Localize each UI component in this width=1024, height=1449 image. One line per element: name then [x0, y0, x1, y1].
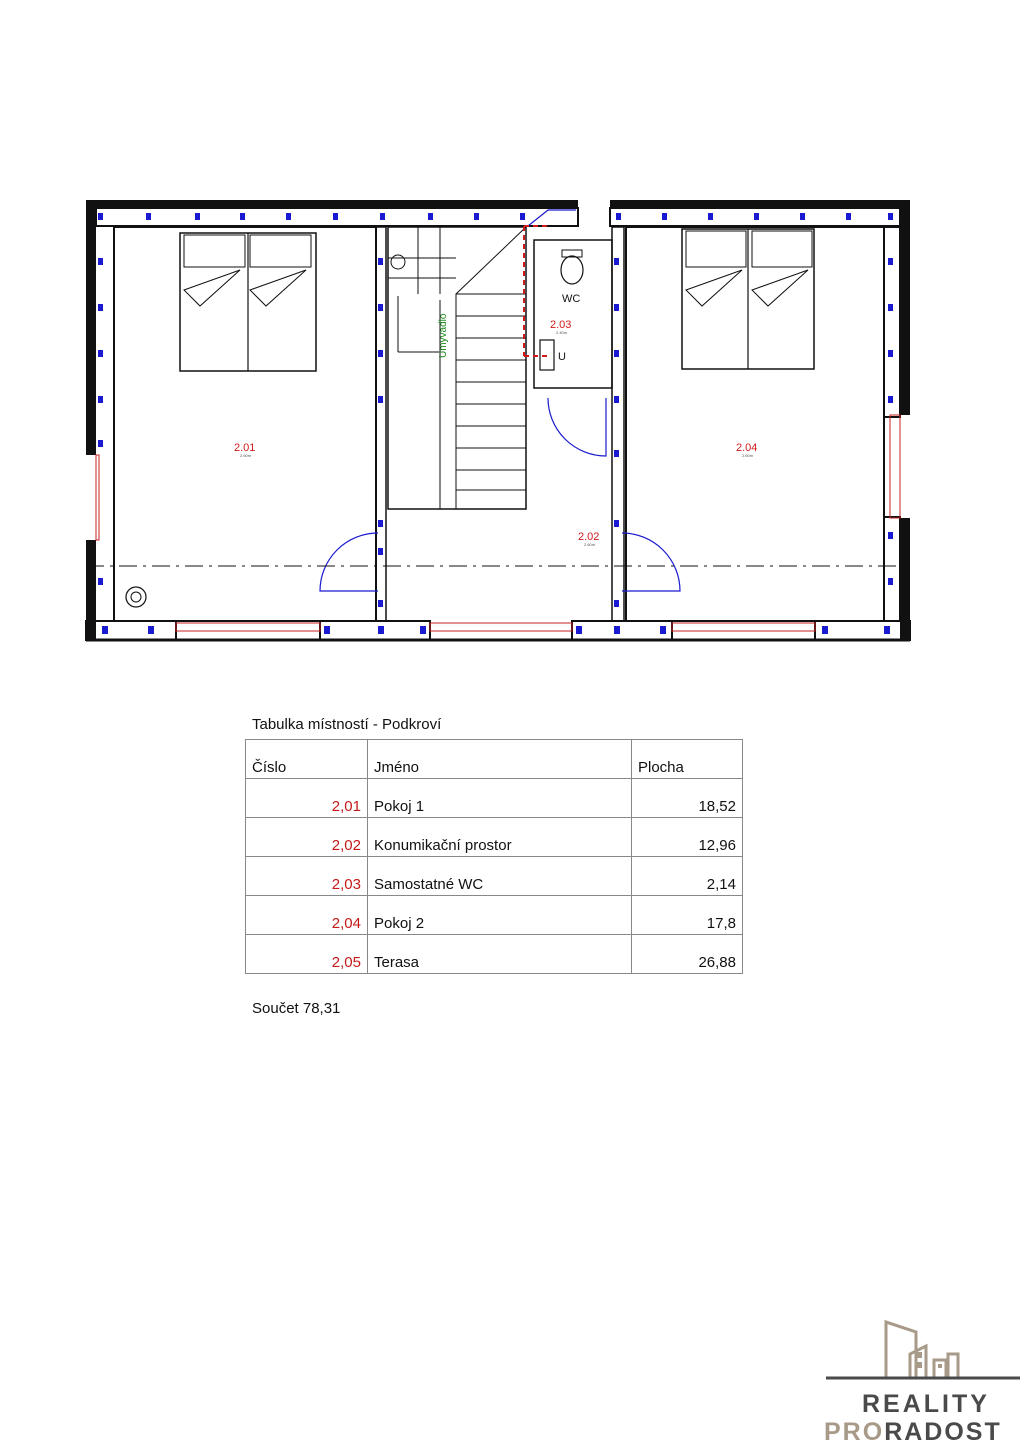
row-area: 12,96	[632, 818, 743, 857]
company-logo	[822, 1318, 1022, 1446]
logo-text-radost: RADOST	[884, 1418, 1002, 1446]
wc-label: WC	[562, 293, 581, 305]
logo-text-pro: PRO	[824, 1418, 885, 1446]
area-sum: Součet 78,31	[252, 1000, 341, 1017]
row-area: 2,14	[632, 857, 743, 896]
building-logo-icon	[822, 1318, 1022, 1388]
row-number: 2,05	[246, 935, 368, 974]
walls	[86, 200, 910, 640]
table-title: Tabulka místností - Podkroví	[252, 716, 442, 733]
room-label-202: 2.02	[578, 531, 600, 543]
table-row	[246, 779, 743, 818]
row-area: 18,52	[632, 779, 743, 818]
header-name: Jméno	[368, 740, 632, 779]
header-area: Plocha	[632, 740, 743, 779]
table-row	[246, 857, 743, 896]
row-number: 2,02	[246, 818, 368, 857]
room-height-201: 2.60m	[240, 453, 252, 458]
table-row	[246, 896, 743, 935]
header-number: Číslo	[246, 740, 368, 779]
row-name: Samostatné WC	[368, 857, 632, 896]
room-label-203: 2.03	[550, 319, 572, 331]
table-row	[246, 935, 743, 974]
row-name: Pokoj 1	[368, 779, 632, 818]
row-name: Terasa	[368, 935, 632, 974]
row-number: 2,03	[246, 857, 368, 896]
table-row	[246, 818, 743, 857]
logo-text-reality: REALITY	[862, 1390, 990, 1418]
row-name: Konumikační prostor	[368, 818, 632, 857]
row-name: Pokoj 2	[368, 896, 632, 935]
row-area: 17,8	[632, 896, 743, 935]
floor-plan	[0, 0, 1024, 700]
room-height-203: 2.40m	[556, 330, 568, 335]
table-header-row	[246, 740, 743, 779]
room-label-201: 2.01	[234, 442, 256, 454]
row-number: 2,04	[246, 896, 368, 935]
room-height-204: 2.60m	[742, 453, 754, 458]
logo-text-proradost	[824, 1418, 1002, 1447]
room-height-202: 2.60m	[584, 542, 596, 547]
structure-markers	[98, 213, 893, 634]
sink-label: Umyvadlo	[438, 313, 449, 358]
u-label: U	[558, 351, 566, 363]
room-table	[245, 739, 743, 974]
room-label-204: 2.04	[736, 442, 758, 454]
row-number: 2,01	[246, 779, 368, 818]
row-area: 26,88	[632, 935, 743, 974]
drain-line	[524, 226, 548, 356]
